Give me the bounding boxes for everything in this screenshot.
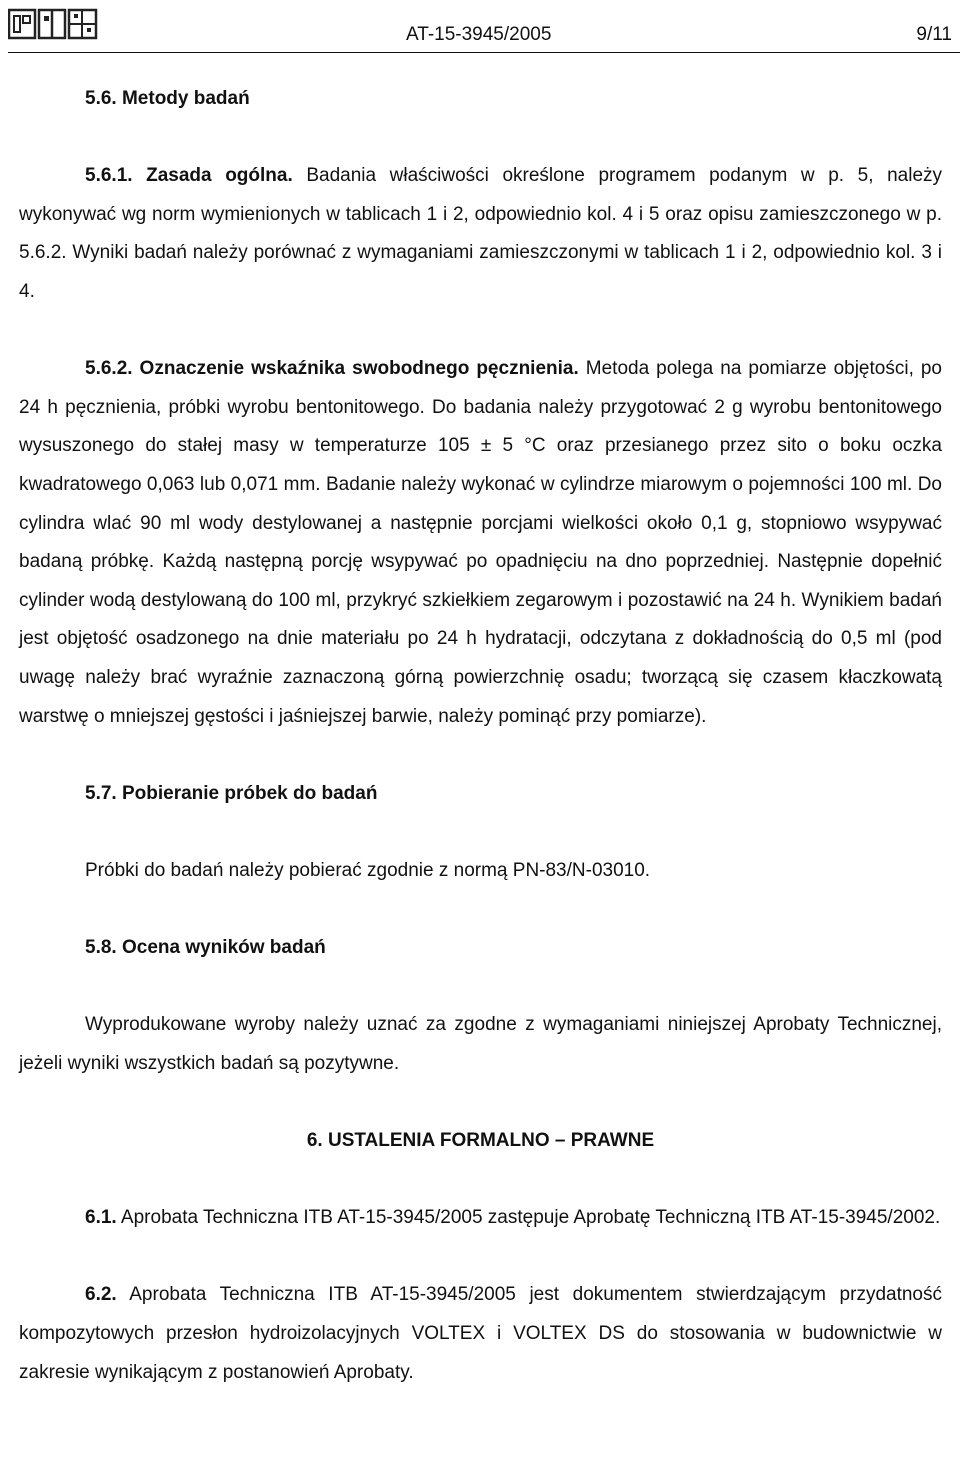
paragraph-5-6-1 — [19, 157, 942, 311]
spacer — [19, 1083, 942, 1122]
section-heading-5-7: 5.7. Pobieranie próbek do badań — [85, 782, 378, 804]
section-heading-5-8: 5.8. Ocena wyników badań — [85, 937, 326, 959]
paragraph-text: Aprobata Techniczna ITB AT-15-3945/2005 jest dokumentem stwierdzającym przydatność kompozytowych przesłon hydroizolacyjnych VOLTEX i VOLTEX DS do stosowania w budownictwie w zakresie wynikającym z postanowień Aprobaty. — [19, 1284, 942, 1383]
paragraph-6-1 — [19, 1199, 942, 1238]
paragraph-label: 6.1. — [85, 1207, 117, 1229]
page-header — [8, 8, 960, 44]
paragraph-5-7: Próbki do badań należy pobierać zgodnie z normą PN-83/N-03010. — [85, 859, 651, 881]
section-heading-5-6: 5.6. Metody badań — [85, 88, 250, 109]
spacer — [19, 1161, 942, 1200]
spacer — [19, 312, 942, 351]
spacer — [19, 1238, 942, 1277]
paragraph-text: Aprobata Techniczna ITB AT-15-3945/2005 zastępuje Aprobatę Techniczną ITB AT-15-3945/2002. — [116, 1207, 941, 1229]
spacer — [19, 119, 942, 158]
document-body — [19, 80, 942, 1392]
spacer — [19, 736, 942, 775]
paragraph-5-8: Wyprodukowane wyroby należy uznać za zgodne z wymaganiami niniejszej Aprobaty Technicznej, jeżeli wyniki wszystkich badań są pozytywne. — [19, 1014, 942, 1074]
spacer — [19, 813, 942, 852]
paragraph-label: 5.6.2. Oznaczenie wskaźnika swobodnego pęcznienia. — [85, 358, 579, 380]
page-number: 9/11 — [916, 24, 952, 45]
document-number: AT-15-3945/2005 — [406, 24, 552, 45]
paragraph-5-6-2 — [19, 350, 942, 736]
header-divider — [8, 52, 960, 53]
section-title-6: 6. USTALENIA FORMALNO – PRAWNE — [306, 1130, 655, 1152]
paragraph-label: 5.6.1. Zasada ogólna. — [85, 165, 293, 187]
paragraph-text: Metoda polega na pomiarze objętości, po 24 h pęcznienia, próbki wyrobu bentonitowego. Do badania należy przygotować 2 g wyrobu bentonitowego wysuszonego do stałej masy w temperaturze 105 ± 5 °C oraz przesianego przez sito o boku oczka kwadratowego 0,063 lub 0,071 mm. Badanie należy wykonać w cylindrze miarowym o pojemności 100 ml. Do cylindra wlać 90 ml wody destylowanej a następnie porcjami wielkości około 0,1 g, stopniowo wsypywać badaną próbkę. Każdą następną porcję wsypywać po opadnięciu na dno poprzedniej. Następnie dopełnić cylinder wodą destylowaną do 100 ml, przykryć szkiełkiem zegarowym i pozostawić na 24 h. Wynikiem badań jest objętość osadzonego na dnie materiału po 24 h hydratacji, odczytana z dokładnością do 0,5 ml (pod uwagę należy brać wyraźnie zaznaczoną górną powierzchnię osadu; tworzącą się czasem kłaczkowatą warstwę o mniejszej gęstości i jaśniejszej barwie, należy pominąć przy pomiarze). — [19, 358, 943, 727]
spacer — [19, 890, 942, 929]
itb-logo — [8, 8, 98, 40]
paragraph-text: Badania właściwości określone programem podanym w p. 5, należy wykonywać wg norm wymienionych w tablicach 1 i 2, odpowiednio kol. 4 i 5 oraz opisu zamieszczonego w p. 5.6.2. Wyniki badań należy porównać z wymaganiami zamieszczonymi w tablicach 1 i 2, odpowiednio kol. 3 i 4. — [19, 165, 943, 302]
paragraph-6-2 — [19, 1276, 942, 1392]
paragraph-label: 6.2. — [85, 1284, 117, 1306]
spacer — [19, 968, 942, 1007]
